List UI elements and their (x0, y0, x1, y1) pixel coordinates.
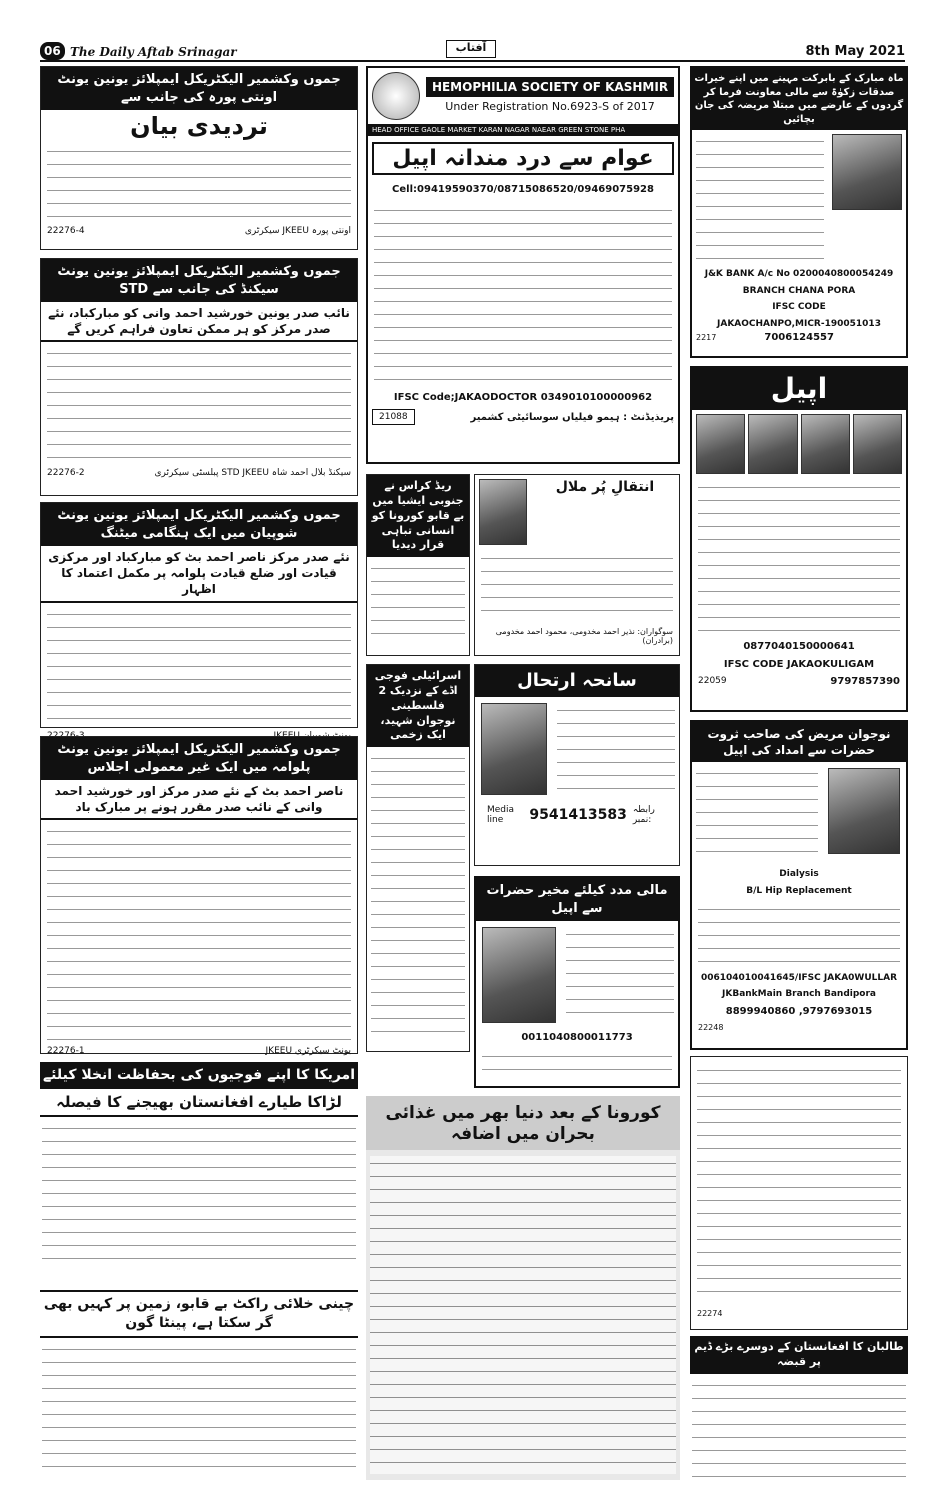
article-us-troops (40, 1062, 358, 1288)
article-headline: سانحہ ارتحال (475, 665, 679, 697)
photo-row (692, 410, 906, 478)
dialysis-label: Dialysis (779, 869, 819, 880)
ad-body (692, 130, 828, 266)
article-subheadline: لڑاکا طیارے افغانستان بھیجنے کا فیصلہ (40, 1089, 358, 1117)
ad-notice (690, 1056, 908, 1330)
ad-mali-madad (474, 876, 680, 1088)
media-line: Media line (487, 805, 515, 826)
head-office: HEAD OFFICE GAOLE MARKET KARAN NAGAR NAEAR GREEN STONE PHA (368, 124, 678, 136)
ad-obituary (474, 474, 680, 656)
contact-phone: 7006124557 (764, 332, 834, 344)
article-body (40, 1338, 358, 1474)
deceased-photo (481, 703, 547, 795)
account-number: 006104010041645/IFSC JAKA0WULLAR (700, 972, 898, 983)
article-body (366, 1150, 680, 1480)
hip-label: B/L Hip Replacement (746, 885, 852, 896)
contact-phone: 8899940860 ,9797693015 (725, 1005, 873, 1017)
article-food-crisis (366, 1096, 680, 1476)
child-photo (748, 414, 797, 474)
contact-phone: 9541413583 (529, 807, 627, 824)
ad-saniha-irtihal (474, 664, 680, 866)
ifsc-code: IFSC Code;JAKAODOCTOR 0349010100000962 (393, 392, 653, 403)
article-headline: امریکا کا اپنے فوجیوں کی بحفاظت انخلا کیلئے (40, 1062, 358, 1089)
ad-ref: 22276-2 (47, 468, 85, 479)
article-pulwama-meeting (40, 736, 358, 1057)
article-body (690, 1374, 908, 1482)
ad-young-patient (690, 720, 908, 1050)
child-photo (801, 414, 850, 474)
ad-ref: 22248 (698, 1022, 724, 1032)
ad-hemophilia-society (366, 66, 680, 464)
article-subheadline: نائب صدر یونین خورشید احمد وانی کو مبارکباد، نئے صدر مرکز کو ہر ممکن تعاون فراہم کریں گے (41, 302, 357, 342)
article-subheadline: ناصر احمد بٹ کے نئے صدر مرکز اور خورشید احمد وانی کے نائب صدر مقرر ہونے پر مبارک باد (41, 780, 357, 820)
ad-appeal-children (690, 366, 908, 712)
ad-ref: 21088 (372, 409, 415, 425)
article-headline: طالبان کا افغانستان کے دوسرے بڑے ڈیم پر قبضہ (690, 1336, 908, 1374)
ad-headline: ماہ مبارک کے بابرکت مہینے میں اپنے خیرات صدقات زکوٰۃ سے مالی معاونت فرما کر گردوں کے عارضے میں مبتلا مریضہ کی جان بچائیں (692, 68, 906, 130)
ad-ref: 22276-4 (47, 226, 85, 237)
article-israel (366, 664, 470, 1052)
article-headline: جموں وکشمیر الیکٹریکل ایمپلائز یونین یونٹ اونتی پورہ کی جانب سے (41, 67, 357, 110)
article-tardeedi-bayan (40, 66, 358, 250)
article-headline: جموں وکشمیر الیکٹریکل ایمپلائز یونین یونٹ پلوامہ میں ایک غیر معمولی اجلاس (41, 737, 357, 780)
appeal-signature: پریذیڈنٹ : ہیمو فیلیاں سوسائیٹی کشمیر (470, 411, 674, 423)
ad-ref: 2217 (696, 333, 717, 343)
registration: Under Registration No.6923-S of 2017 (445, 99, 655, 113)
article-taliban-dam (690, 1336, 908, 1476)
article-body (367, 747, 469, 1047)
issue-date: 8th May 2021 (805, 44, 905, 59)
article-body (41, 603, 357, 729)
notice-body (691, 1057, 907, 1307)
bank-branch: JKBankMain Branch Bandipora (722, 989, 876, 1000)
article-headline: جموں وکشمیر الیکٹریکل ایمپلائز یونین یونٹ STD سیکنڈ کی جانب سے (41, 259, 357, 302)
article-std-unit (40, 258, 358, 496)
ad-ref: 22059 (698, 675, 727, 686)
article-body (40, 1117, 358, 1267)
ad-ramzan-appeal (690, 66, 908, 358)
article-title: تردیدی بیان (130, 112, 268, 141)
ifsc-code: IFSC CODE JAKAOKULIGAM (723, 658, 875, 670)
patient-photo (828, 768, 900, 854)
ifsc-micr: JAKAOCHANPO,MICR-190051013 (717, 318, 881, 329)
patient-photo (832, 134, 902, 210)
contact-phone: 9797857390 (830, 675, 900, 687)
obituary-photo (479, 479, 527, 545)
society-logo (372, 72, 420, 120)
article-signature: سیکرٹری JKEEU اونتی پورہ (244, 226, 351, 237)
child-photo (696, 414, 745, 474)
account-number: 0877040150000641 (743, 640, 855, 652)
ad-body (692, 762, 822, 866)
society-name: HEMOPHILIA SOCIETY OF KASHMIR (426, 77, 674, 97)
article-headline: جموں وکشمیر الیکٹریکل ایمپلائز یونین یونٹ شوپیان میں ایک ہنگامی میٹنگ (41, 503, 357, 546)
ad-headline: نوجوان مریض کی صاحب ثروت حضرات سے امداد کی اپیل (692, 722, 906, 762)
page-header (40, 42, 905, 62)
article-headline: ریڈ کراس نے جنوبی ایشیا میں بے قابو کورونا کو انسانی تباہی قرار دیدیا (367, 475, 469, 557)
article-red-cross (366, 474, 470, 656)
article-headline: چینی خلائی راکٹ بے قابو، زمین پر کہیں بھی گر سکتا ہے، پینٹا گون (40, 1290, 358, 1338)
article-headline: کورونا کے بعد دنیا بھر میں غذائی بحران میں اضافہ (366, 1096, 680, 1150)
ifsc-label: IFSC CODE (772, 302, 826, 313)
page-number: 06 (40, 42, 65, 60)
article-body (553, 697, 679, 797)
article-headline: انتقالِ پُر ملال (555, 479, 655, 495)
cell-numbers: Cell:09419590370/08715086520/09469075928 (392, 184, 654, 195)
ad-ref: 22276-1 (47, 1046, 85, 1057)
account-number: 0011040800011773 (521, 1032, 633, 1044)
bank-branch: BRANCH CHANA PORA (742, 285, 856, 296)
patient-photo (482, 927, 556, 1023)
article-body (41, 342, 357, 466)
masthead-logo: آفتاب (446, 40, 496, 58)
article-signature: JKEEU یونٹ سیکرٹری (265, 1046, 351, 1057)
mother-photo (853, 414, 902, 474)
ad-body (692, 478, 906, 638)
appeal-title: عوام سے درد مندانہ اپیل (372, 142, 674, 175)
appeal-body (368, 199, 678, 389)
article-chinese-rocket (40, 1290, 358, 1476)
bank-account: J&K BANK A/c No 0200040800054249 (704, 269, 894, 279)
article-signature: پبلسٹی سیکرٹری STD JKEEU سیکنڈ بلال احمد شاہ (154, 468, 351, 479)
paper-name: The Daily Aftab Srinagar (70, 45, 237, 59)
obituary-signature: سوگواران: نذیر احمد مخدومی، محمود احمد مخدومی (برادران) (495, 627, 673, 645)
ad-ref: 22274 (697, 1309, 723, 1318)
article-shopian-meeting (40, 502, 358, 728)
article-body (41, 820, 357, 1044)
phone-label: رابطہ نمبر: (632, 805, 655, 826)
article-subheadline: نئے صدر مرکز ناصر احمد بٹ کو مبارکباد اور مرکزی قیادت اور ضلع قیادت پلوامہ پر مکمل اعتماد کا اظہار (41, 546, 357, 603)
article-body (41, 142, 357, 224)
ad-headline: اپیل (692, 368, 906, 410)
article-body (562, 921, 678, 1027)
article-body (475, 549, 679, 625)
article-headline: مالی مدد کیلئے مخیر حضرات سے اپیل (476, 878, 678, 921)
article-body (367, 557, 469, 649)
article-headline: اسرائیلی فوجی اڈے کے نزدیک 2 فلسطینی نوجوان شہید، ایک زخمی (367, 665, 469, 747)
